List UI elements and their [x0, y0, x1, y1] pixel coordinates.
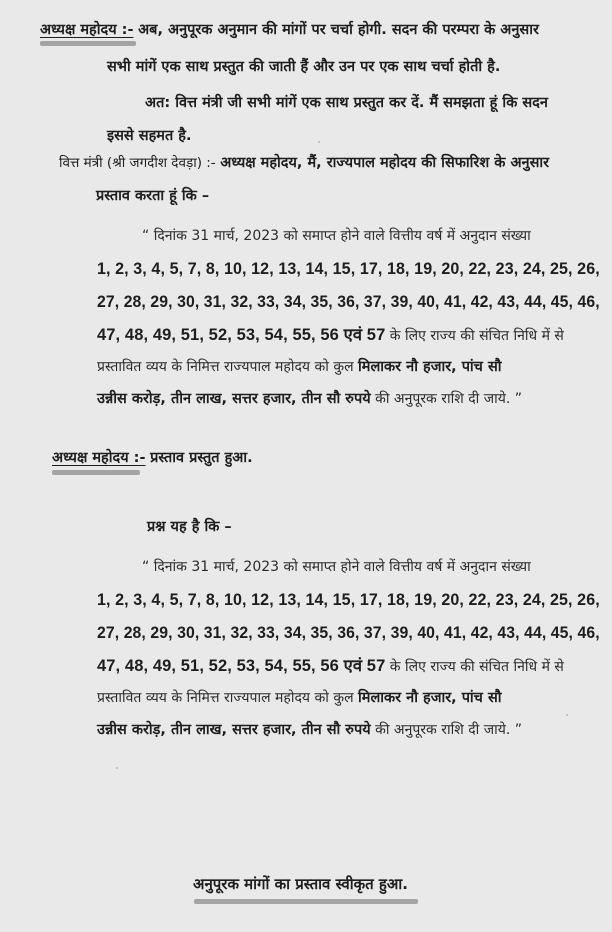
statement-line	[40, 20, 539, 40]
highlight-mark	[40, 41, 136, 46]
amount-text: उन्नीस करोड़, तीन लाख, सत्तर हजार, तीन सौ रुपये	[97, 391, 371, 407]
motion-text: प्रस्तावित व्यय के निमित्त राज्यपाल महोदय को कुल	[97, 690, 359, 706]
motion-line	[97, 325, 564, 346]
statement-line: प्रस्ताव करता हूं कि –	[96, 188, 210, 204]
amount-text: मिलाकर नौ हजार, पांच सौ	[358, 690, 502, 706]
motion-line: “ दिनांक 31 मार्च, 2023 को समाप्त होने वाले वित्तीय वर्ष में अनुदान संख्या	[142, 559, 531, 575]
motion-text: की अनुपूरक राशि दी जाये. ”	[370, 391, 522, 407]
speck	[566, 714, 568, 716]
speck	[318, 141, 320, 143]
amount-text: मिलाकर नौ हजार, पांच सौ	[358, 359, 502, 375]
grant-numbers: 47, 48, 49, 51, 52, 53, 54, 55, 56 एवं 57	[97, 657, 386, 675]
statement-line: अत: वित्त मंत्री जी सभी मांगें एक साथ प्रस्तुत कर दें. मैं समझता हूं कि सदन	[145, 95, 548, 111]
motion-line	[97, 688, 502, 708]
motion-text: की अनुपूरक राशि दी जाये. ”	[370, 722, 522, 738]
motion-text: के लिए राज्य की संचित निधि में से	[385, 659, 564, 675]
motion-text: के लिए राज्य की संचित निधि में से	[385, 328, 564, 344]
motion-line: “ दिनांक 31 मार्च, 2023 को समाप्त होने वाले वित्तीय वर्ष में अनुदान संख्या	[142, 228, 531, 244]
highlight-mark	[194, 899, 418, 904]
grant-numbers-line: 1, 2, 3, 4, 5, 7, 8, 10, 12, 13, 14, 15, 17, 18, 19, 20, 22, 23, 24, 25, 26,	[97, 260, 600, 278]
statement-line: सभी मांगें एक साथ प्रस्तुत की जाती हैं और उन पर एक साथ चर्चा होती है.	[107, 59, 501, 75]
motion-line	[97, 389, 522, 409]
statement-text: प्रस्ताव प्रस्तुत हुआ.	[150, 450, 253, 466]
motion-line	[97, 357, 502, 377]
motion-text: प्रस्तावित व्यय के निमित्त राज्यपाल महोदय को कुल	[97, 359, 359, 375]
question-line: प्रश्न यह है कि –	[147, 519, 232, 535]
speaker-label: अध्यक्ष महोदय :-	[52, 450, 146, 466]
speaker-label: वित्त मंत्री (श्री जगदीश देवड़ा) :-	[59, 155, 216, 171]
statement-line: इससे सहमत है.	[107, 128, 192, 144]
statement-line	[52, 448, 253, 468]
amount-text: उन्नीस करोड़, तीन लाख, सत्तर हजार, तीन सौ रुपये	[97, 722, 371, 738]
speck	[116, 767, 118, 769]
grant-numbers-line: 27, 28, 29, 30, 31, 32, 33, 34, 35, 36, 37, 39, 40, 41, 42, 43, 44, 45, 46,	[97, 293, 600, 311]
motion-line	[97, 720, 522, 740]
speaker-label: अध्यक्ष महोदय :-	[40, 22, 134, 38]
result-text: अनुपूरक मांगों का प्रस्ताव स्वीकृत हुआ.	[193, 875, 408, 893]
grant-numbers-line: 27, 28, 29, 30, 31, 32, 33, 34, 35, 36, 37, 39, 40, 41, 42, 43, 44, 45, 46,	[97, 624, 600, 642]
grant-numbers-line: 1, 2, 3, 4, 5, 7, 8, 10, 12, 13, 14, 15, 17, 18, 19, 20, 22, 23, 24, 25, 26,	[97, 591, 600, 609]
grant-numbers: 47, 48, 49, 51, 52, 53, 54, 55, 56 एवं 57	[97, 326, 386, 344]
statement-text: अब, अनुपूरक अनुमान की मांगों पर चर्चा होगी. सदन की परम्परा के अनुसार	[138, 22, 539, 38]
statement-line	[59, 153, 549, 173]
statement-text: अध्यक्ष महोदय, मैं, राज्यपाल महोदय की सिफारिश के अनुसार	[220, 155, 550, 171]
highlight-mark	[52, 470, 140, 475]
motion-line	[97, 656, 564, 677]
